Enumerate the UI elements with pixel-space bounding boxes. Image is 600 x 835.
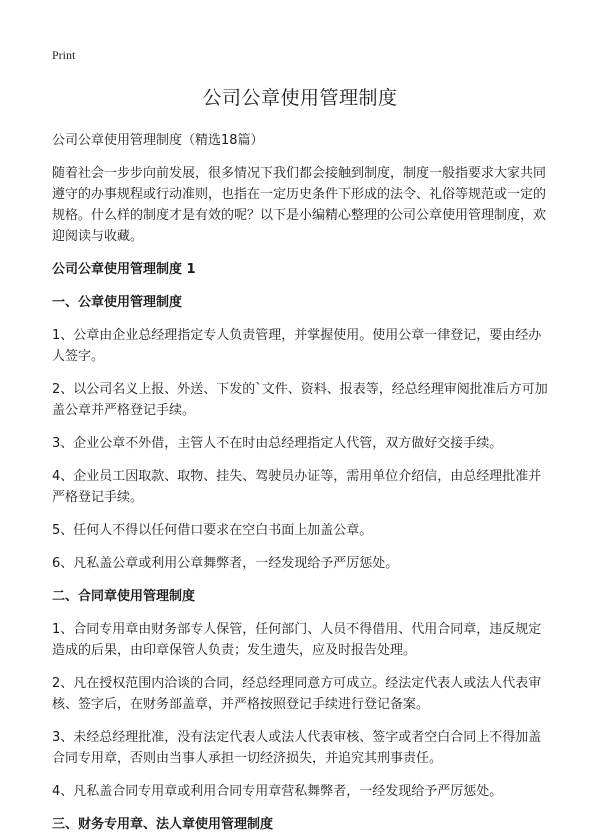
list-item: 4、企业员工因取款、取物、挂失、驾驶员办证等，需用单位介绍信，由总经理批准并严格登记手续。 — [52, 469, 542, 505]
intro-paragraph: 随着社会一步步向前发展，很多情况下我们都会接触到制度，制度一般指要求大家共同遵守的办事规程或行动准则，也指在一定历史条件下形成的法令、礼俗等规范或一定的规格。什么样的制度才是有效的呢？以下是小编精心整理的公司公章使用管理制度，欢迎阅读与收藏。 — [52, 166, 547, 244]
section-heading-3: 三、财务专用章、法人章使用管理制度 — [52, 817, 274, 832]
list-item: 1、合同专用章由财务部专人保管，任何部门、人员不得借用、代用合同章，违反规定造成的后果，由印章保管人负责；发生遗失，应及时报告处理。 — [52, 622, 542, 658]
section-heading-2: 二、合同章使用管理制度 — [52, 589, 196, 604]
list-item: 5、任何人不得以任何借口要求在空白书面上加盖公章。 — [52, 523, 373, 538]
article-heading: 公司公章使用管理制度 1 — [52, 262, 196, 277]
print-link[interactable]: Print — [52, 48, 76, 62]
list-item: 3、未经总经理批准，没有法定代表人或法人代表审核、签字或者空白合同上不得加盖合同专用章，否则由当事人承担一切经济损失，并追究其刑事责任。 — [52, 730, 542, 766]
page-title: 公司公章使用管理制度 — [202, 87, 398, 109]
list-item: 2、凡在授权范围内洽谈的合同，经总经理同意方可成立。经法定代表人或法人代表审核、签字后，在财务部盖章，并严格按照登记手续进行登记备案。 — [52, 676, 542, 712]
list-item: 3、企业公章不外借，主管人不在时由总经理指定人代管，双方做好交接手续。 — [52, 436, 503, 451]
list-item: 4、凡私盖合同专用章或利用合同专用章营私舞弊者，一经发现给予严厉惩处。 — [52, 784, 503, 799]
list-item: 6、凡私盖公章或利用公章舞弊者，一经发现给予严厉惩处。 — [52, 556, 399, 571]
document-subtitle: 公司公章使用管理制度（精选18篇） — [52, 133, 264, 148]
list-item: 2、以公司名义上报、外送、下发的`文件、资料、报表等，经总经理审阅批准后方可加盖公章并严格登记手续。 — [52, 382, 548, 418]
section-heading-1: 一、公章使用管理制度 — [52, 295, 183, 310]
list-item: 1、公章由企业总经理指定专人负责管理，并掌握使用。使用公章一律登记，要由经办人签字。 — [52, 328, 542, 364]
